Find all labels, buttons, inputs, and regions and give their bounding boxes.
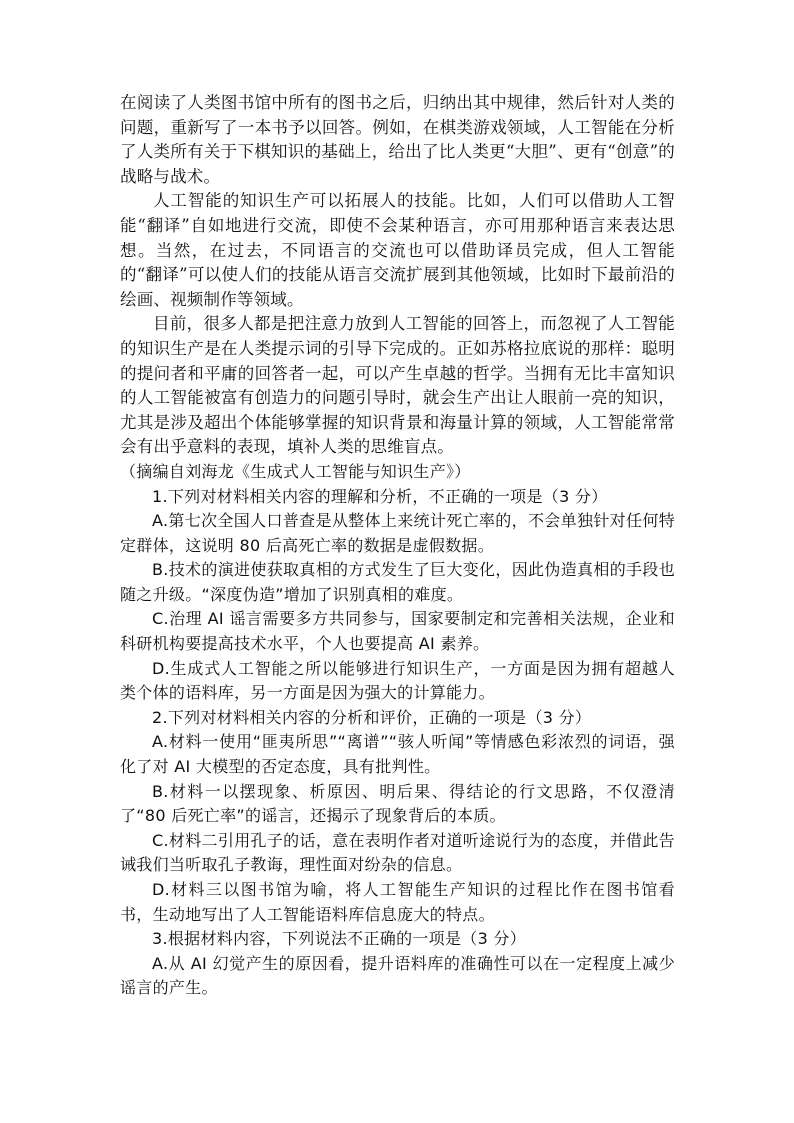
question-3 xyxy=(120,927,675,1001)
question-1 xyxy=(120,485,675,706)
question-1-option-c: C.治理 AI 谣言需要多方共同参与，国家要制定和完善相关法规，企业和科研机构要提高技术水平，个人也要提高 AI 素养。 xyxy=(120,609,675,654)
source-citation: （摘编自刘海龙《生成式人工智能与知识生产》） xyxy=(120,461,471,481)
question-1-stem: 1.下列对材料相关内容的理解和分析，不正确的一项是（3 分） xyxy=(152,486,608,506)
question-3-option-a: A.从 AI 幻觉产生的原因看，提升语料库的准确性可以在一定程度上减少谣言的产生。 xyxy=(120,953,675,998)
question-2-option-a: A.材料一使用“匪夷所思”“离谱”“骇人听闻”等情感色彩浓烈的词语，强化了对 AI 大模型的否定态度，具有批判性。 xyxy=(120,732,675,777)
question-2-option-c: C.材料二引用孔子的话，意在表明作者对道听途说行为的态度，并借此告诫我们当听取孔子教诲，理性面对纷杂的信息。 xyxy=(120,830,675,875)
passage-paragraph-2: 人工智能的知识生产可以拓展人的技能。比如，人们可以借助人工智能“翻译”自如地进行交流，即使不会某种语言，亦可用那种语言来表达思想。当然，在过去，不同语言的交流也可以借助译员完成，但人工智能的“翻译”可以使人们的技能从语言交流扩展到其他领域，比如时下最前沿的绘画、视频制作等领域。 xyxy=(120,191,675,309)
question-2 xyxy=(120,706,675,927)
question-1-option-d: D.生成式人工智能之所以能够进行知识生产，一方面是因为拥有超越人类个体的语料库，另一方面是因为强大的计算能力。 xyxy=(120,658,675,703)
passage-paragraph-1: 在阅读了人类图书馆中所有的图书之后，归纳出其中规律，然后针对人类的问题，重新写了一本书予以回答。例如，在棋类游戏领域，人工智能在分析了人类所有关于下棋知识的基础上，给出了比人类更“大胆”、更有“创意”的战略与战术。 xyxy=(120,93,675,186)
question-2-option-b: B.材料一以摆现象、析原因、明后果、得结论的行文思路，不仅澄清了“80 后死亡率”的谣言，还揭示了现象背后的本质。 xyxy=(120,781,675,826)
question-2-stem: 2.下列对材料相关内容的分析和评价，正确的一项是（3 分） xyxy=(152,707,592,727)
question-3-stem: 3.根据材料内容，下列说法不正确的一项是（3 分） xyxy=(152,929,527,949)
question-1-option-b: B.技术的演进使获取真相的方式发生了巨大变化，因此伪造真相的手段也随之升级。“深度伪造”增加了识别真相的难度。 xyxy=(120,560,675,604)
passage-paragraph-3: 目前，很多人都是把注意力放到人工智能的回答上，而忽视了人工智能的知识生产是在人类提示词的引导下完成的。正如苏格拉底说的那样：聪明的提问者和平庸的回答者一起，可以产生卓越的哲学。当拥有无比丰富知识的人工智能被富有创造力的问题引导时，就会生产出让人眼前一亮的知识，尤其是涉及超出个体能够掌握的知识背景和海量计算的领域，人工智能常常会有出乎意料的表现，填补人类的思维盲点。 xyxy=(120,314,675,457)
question-1-option-a: A.第七次全国人口普查是从整体上来统计死亡率的，不会单独针对任何特定群体，这说明 80 后高死亡率的数据是虚假数据。 xyxy=(120,511,675,555)
question-2-option-d: D.材料三以图书馆为喻，将人工智能生产知识的过程比作在图书馆看书，生动地写出了人工智能语料库信息庞大的特点。 xyxy=(120,880,675,924)
text-column xyxy=(120,91,675,1001)
